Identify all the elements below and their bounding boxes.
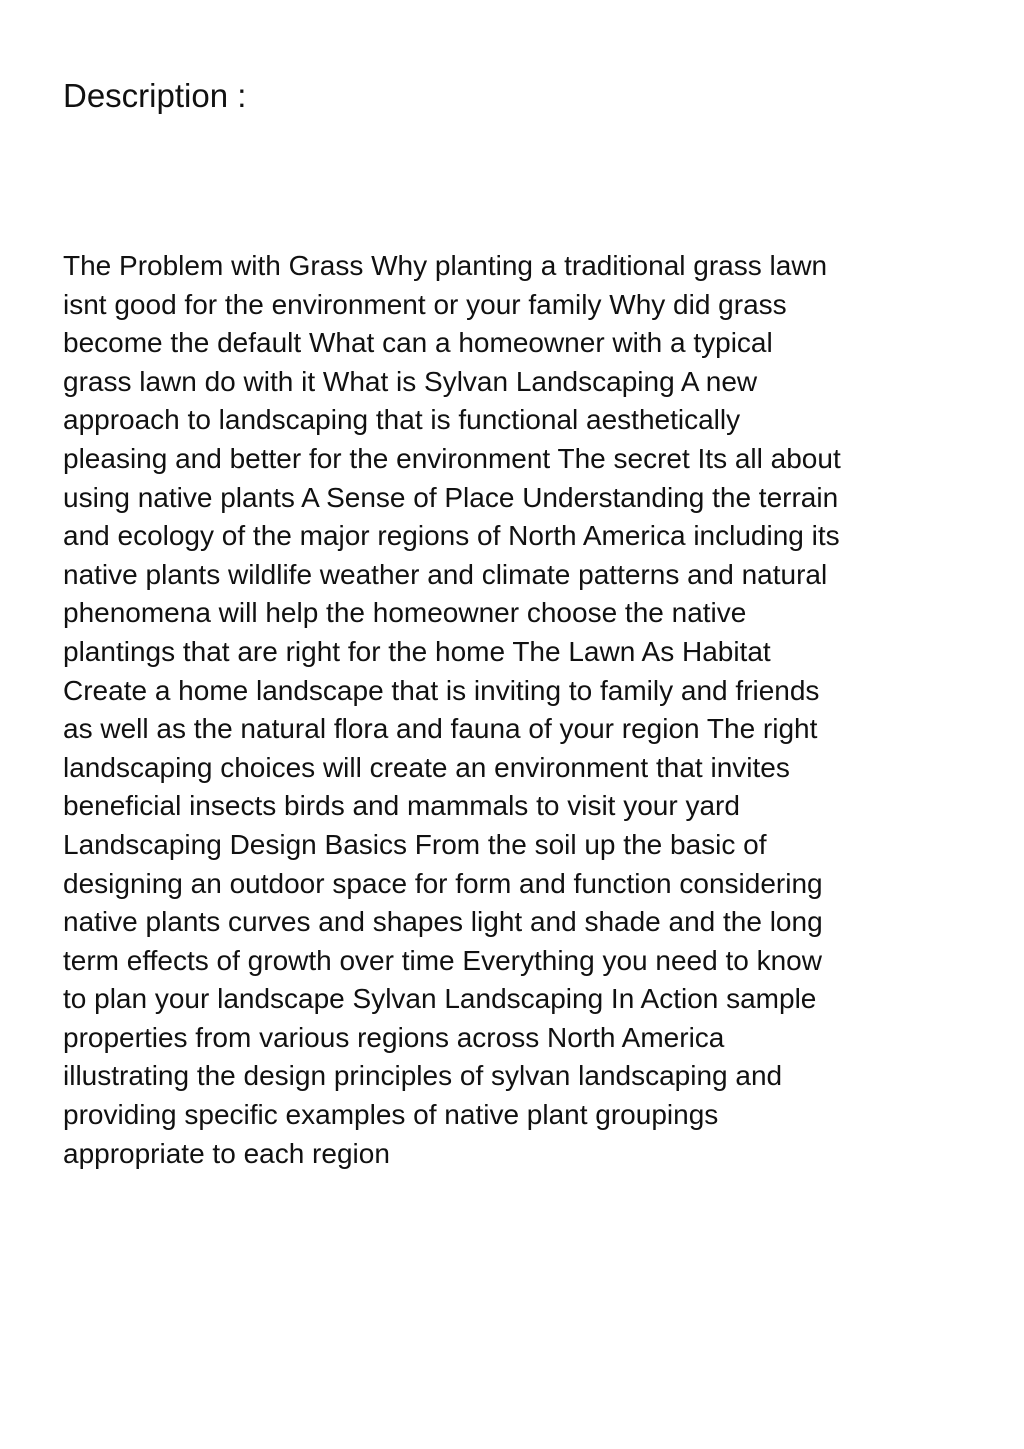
- body-line: and ecology of the major regions of North America including its: [63, 520, 840, 552]
- body-line: become the default What can a homeowner with a typical: [63, 327, 773, 359]
- body-line: designing an outdoor space for form and function considering: [63, 867, 823, 899]
- body-line: The Problem with Grass Why planting a traditional grass lawn: [63, 250, 828, 281]
- body-line: native plants wildlife weather and climate patterns and natural: [63, 558, 828, 590]
- body-line: approach to landscaping that is functional aesthetically: [63, 404, 741, 436]
- body-line: illustrating the design principles of sylvan landscaping and: [63, 1060, 783, 1092]
- body-line: term effects of growth over time Everything you need to know: [63, 944, 822, 976]
- body-line: using native plants A Sense of Place Understanding the terrain: [63, 481, 839, 513]
- description-heading: Description :: [63, 77, 247, 114]
- body-line: providing specific examples of native plant groupings: [63, 1099, 719, 1131]
- body-line: landscaping choices will create an environment that invites: [63, 751, 790, 783]
- description-body: [63, 247, 983, 1173]
- body-line: native plants curves and shapes light and shade and the long: [63, 906, 823, 938]
- body-line: appropriate to each region: [63, 1137, 390, 1169]
- body-line: grass lawn do with it What is Sylvan Landscaping A new: [63, 365, 758, 397]
- body-line: plantings that are right for the home The Lawn As Habitat: [63, 635, 771, 667]
- body-line: Landscaping Design Basics From the soil up the basic of: [63, 828, 767, 860]
- body-line: to plan your landscape Sylvan Landscaping In Action sample: [63, 983, 817, 1015]
- body-line: as well as the natural flora and fauna of your region The right: [63, 713, 818, 745]
- body-line: properties from various regions across North America: [63, 1021, 725, 1053]
- body-line: phenomena will help the homeowner choose the native: [63, 597, 747, 629]
- body-line: Create a home landscape that is inviting to family and friends: [63, 674, 820, 706]
- body-line: isnt good for the environment or your family Why did grass: [63, 288, 787, 320]
- body-line: beneficial insects birds and mammals to visit your yard: [63, 790, 740, 822]
- body-line: pleasing and better for the environment The secret Its all about: [63, 442, 841, 474]
